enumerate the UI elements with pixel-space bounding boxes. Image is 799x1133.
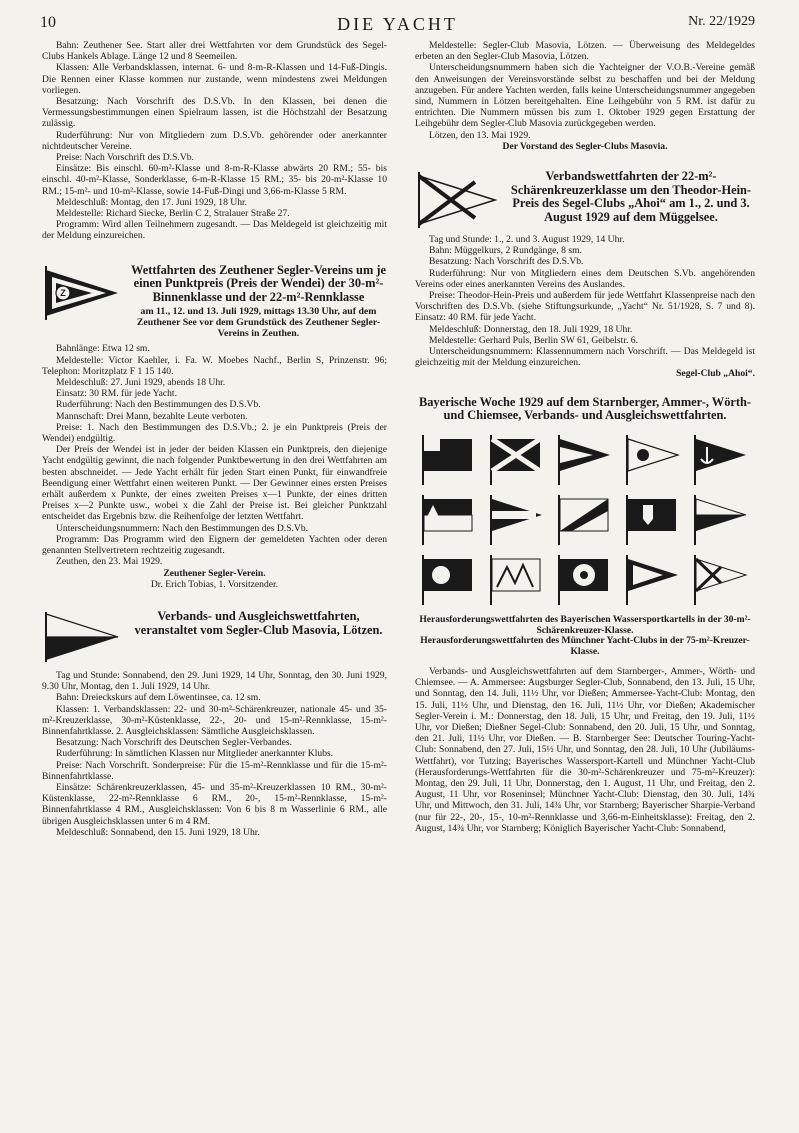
paragraph: Programm: Das Programm wird den Eignern der gemeldeten Yachten oder deren genannten Stellvertretern rechtzeitig zugesandt. <box>42 533 387 557</box>
bayern-caption-2: Herausforderungswettfahrten des Münchner Yacht-Clubs in der 75-m²-Kreuzer-Klasse. <box>420 635 750 658</box>
paragraph: Besatzung: Nach Vorschrift des Deutschen Segler-Verbandes. <box>56 737 293 749</box>
paragraph: Bahn: Müggelkurs, 2 Rundgänge, 8 sm. <box>429 245 582 257</box>
paragraph: Meldestelle: Gerhard Puls, Berlin SW 61, Geibelstr. 6. <box>429 334 638 346</box>
page-number: 10 <box>40 14 56 31</box>
paragraph: Meldeschluß: Donnerstag, den 18. Juli 1929, 18 Uhr. <box>429 323 633 335</box>
club-flag-icon <box>487 493 545 547</box>
paragraph: Unterscheidungsnummern: Nach den Bestimmungen des D.S.Vb. <box>56 522 309 534</box>
loetzen-title: Verbands- und Ausgleichswettfahrten, veranstaltet vom Segler-Club Masovia, Lötzen. <box>134 608 383 637</box>
paragraph: Unterscheidungsnummern: Klassennummern nach Vorschrift. — Das Meldegeld ist gleichzeitig mit der Meldung einzureichen. <box>415 346 755 369</box>
paragraph: Programm: Wird allen Teilnehmern zugesandt. — Das Meldegeld ist gleichzeitig mit der Meldung einzureichen. <box>42 219 387 242</box>
club-flag-icon <box>623 493 681 547</box>
paragraph: Preise: Theodor-Hein-Preis und außerdem für jede Wettfahrt Klassenpreise nach den Vorschriften des D.S.Vb. (siehe Stiftungsurkunde, „Yacht“ Nr. 51/1928, S. 7 und 8). Einsatz: 40 RM. für jede Yacht. <box>415 290 755 324</box>
ahoi-sign: Segel-Club „Ahoi“. <box>676 368 755 380</box>
page-header <box>40 14 755 40</box>
ahoi-burgee-icon <box>415 170 499 230</box>
club-flag-icon <box>623 553 681 607</box>
paragraph: Einsätze: Schärenkreuzerklassen, 45- und 35-m²-Kreuzerklassen 10 RM., 30-m²-Küstenklasse, 22-m²-Rennklasse 6 RM., 20-, 15-m²-Rennklasse, 15-m²-Binnenfahrtklasse 4 RM., Ausgleichsklassen: Von 6 bis 8 m Wasserlinie 6 RM., alle übrigen Ausgleichsklassen unter 6 m 4 RM. <box>42 781 387 827</box>
issue-number: Nr. 22/1929 <box>688 14 755 29</box>
magazine-title: DIE YACHT <box>337 14 458 34</box>
zeuthen-subtitle: am 11., 12. und 13. Juli 1929, mittags 13.30 Uhr, auf dem Zeuthener See vor dem Grundstück des Zeuthener Segler-Vereins in Zeuthen. <box>136 306 381 340</box>
zeuthen-title: Wettfahrten des Zeuthener Segler-Vereins um je einen Punktpreis (Preis der Wendei) der 30-m²-Binnenklasse und der 22-m²-Rennklasse <box>131 262 386 304</box>
paragraph: Meldeschluß: Sonnabend, den 15. Juni 1929, 18 Uhr. <box>56 826 260 838</box>
zeuthen-pennant-icon <box>42 264 122 322</box>
paragraph: Meldestelle: Richard Siecke, Berlin C 2, Stralauer Straße 27. <box>56 208 290 220</box>
paragraph: Zeuthen, den 23. Mai 1929. <box>56 556 163 568</box>
paragraph: Besatzung: Nach Vorschrift des D.S.Vb. <box>429 256 584 268</box>
paragraph: Klassen: Alle Verbandsklassen, internat. 6- und 8-m-R-Klassen und 14-Fuß-Dingis. Die Rennen einer Klasse kommen nur zustande, wenn mindestens zwei Meldungen vorliegen. <box>42 62 387 96</box>
paragraph: Ruderführung: Nach den Bestimmungen des D.S.Vb. <box>56 399 261 411</box>
bayern-title: Bayerische Woche 1929 auf dem Starnberger, Ammer-, Wörth- und Chiemsee, Verbands- und Ausgleichswettfahrten. <box>418 394 752 423</box>
paragraph: Tag und Stunde: Sonnabend, den 29. Juni 1929, 14 Uhr, Sonntag, den 30. Juni 1929, 9.30 Uhr, Montag, den 1. Juli 1929, 14 Uhr. <box>42 669 387 693</box>
paragraph: Mannschaft: Drei Mann, bezahlte Leute verboten. <box>56 410 248 422</box>
paragraph: Bahn: Dreieckskurs auf dem Löwentinsee, ca. 12 sm. <box>56 692 261 704</box>
club-flag-icon <box>419 493 477 547</box>
bayern-caption-1: Herausforderungswettfahrten des Bayerischen Wassersportkartells in der 30-m²-Schärenkreuzer-Klasse. <box>419 613 751 636</box>
right-column <box>415 40 755 834</box>
paragraph: Lötzen, den 13. Mai 1929. <box>429 129 531 141</box>
paragraph: Meldeschluß: Montag, den 17. Juni 1929, 18 Uhr. <box>56 196 248 208</box>
masovia-board-sign: Der Vorstand des Segler-Clubs Masovia. <box>502 140 668 152</box>
paragraph: Unterscheidungsnummern haben sich die Yachteigner der V.O.B.-Vereine gemäß den Anweisungen der Vereinsvorstände selbst zu beschaffen und bei der Meldung anzugeben. Für andere Yachten werden, falls keine Unterscheidungsnummer angegeben sind, Nummern in Lötzen bereitgehalten. Eine Leihgebühr von 5 RM. ist dafür zu entrichten. Die Nummern müssen bis zum 1. Oktober 1929 gegen Erstattung der Leihgebühr dem Segler-Club Masovia zurückgegeben werden. <box>415 62 755 130</box>
paragraph: Einsätze: Bis einschl. 60-m²-Klasse und 8-m-R-Klasse abwärts 20 RM.; 55- bis einschl. 40-m²-Klasse, Sonderklasse, 6-m-R-Klasse 15 RM.; 35- bis 20-m²-Klasse 10 RM.; 15-m²- und 10-m²-Klasse, sowie 14-Fuß-Dingi und 3,66-m-Klasse 5 RM. <box>42 163 387 197</box>
paragraph: Klassen: 1. Verbandsklassen: 22- und 30-m²-Schärenkreuzer, nationale 45- und 35-m²-Kreuzerklasse, 30-m²-Küstenklasse, 22-, 20- und 15-m²-Rennklasse, 15-m²-Binnenfahrtklasse. 2. Ausgleichsklassen: Sämtliche Ausgleichsklassen. <box>42 703 387 737</box>
masovia-pennant-icon <box>42 610 122 664</box>
paragraph: Einsatz: 30 RM. für jede Yacht. <box>56 388 177 400</box>
paragraph: Meldestelle: Victor Kaehler, i. Fa. W. Moebes Nachf., Berlin S, Prinzenstr. 96; Telephon: Moritzplatz F 1 15 140. <box>42 354 387 377</box>
paragraph: Preise: Nach Vorschrift. Sonderpreise: Für die 15-m²-Rennklasse und für die 15-m²-Binnenfahrtklasse. <box>42 759 387 782</box>
paragraph: Bahnlänge: Etwa 12 sm. <box>56 343 150 355</box>
club-flag-icon <box>555 433 613 487</box>
club-flag-icon <box>691 553 749 607</box>
club-flag-icon <box>555 493 613 547</box>
club-flag-icon <box>487 433 545 487</box>
paragraph: Meldeschluß: 27. Juni 1929, abends 18 Uhr. <box>56 377 226 389</box>
club-flag-icon <box>419 553 477 607</box>
paragraph: Besatzung: Nach Vorschrift des D.S.Vb. In den Klassen, bei denen die Vermessungsbestimmungen einen Spielraum lassen, ist die Höchstzahl der Besatzung zulässig. <box>42 96 387 130</box>
bayern-text: Verbands- und Ausgleichswettfahrten auf dem Starnberger-, Ammer-, Wörth- und Chiemsee. — A. Ammersee: Augsburger Segler-Club, Sonnabend, den 13. Juli, 15 Uhr, und Sonntag, den 14. Juli, 11½ Uhr, vor Dießen; Ammersee-Yacht-Club: Montag, den 15. Juli, 11½ Uhr, und Dienstag, den 16. Juli, 11½ Uhr, vor Dießen; Akademischer Segler-Verein i. M.: Donnerstag, den 18. Juli, 15 Uhr, und Freitag, den 19. Juli, 11½ Uhr, vor Dießen; Dießner Segel-Club: Sonnabend, den 20. Juli, 15 Uhr, und Sonntag, den 21. Juli, 11½ Uhr, vor Dießen. — B. Starnberger See: Deutscher Touring-Yacht-Club: Sonnabend, den 27. Juli, 15½ Uhr, und Sonntag, den 28. Juli, 10 Uhr (Jubiläums-Wettfahrt), vor Tutzing; Bayerisches Wassersport-Kartell und Münchner Yacht-Club (Herausforderungs-Wettfahrten für die 30-m²-Schärenkreuzer und 75-m²-Kreuzer): Montag, den 29. Juli, 11 Uhr, Donnerstag, den 1. August, 11 Uhr, und Freitag, den 2. August, 11 Uhr, vor Roseninsel; Münchner Yacht-Club: Dienstag, den 30. Juli, 14¾ Uhr, und Mittwoch, den 31. Juli, 14¾ Uhr, vor Starnberg; Bayerischer Sharpie-Verband (nur für 22-, 20-, 15-, 10-m²-Rennklasse und 3,66-m-Einheitsklasse): Freitag, den 2. August, 14¾ Uhr, vor Starnberg; Königlich Bayerischer Yacht-Club: Sonnabend, <box>415 666 755 834</box>
zeuthen-org: Zeuthener Segler-Verein. <box>163 567 266 579</box>
paragraph: Ruderführung: Nur von Mitgliedern zum D.S.Vb. gehörender oder anerkannter nichtdeutscher Vereine. <box>42 129 387 152</box>
paragraph: Meldestelle: Segler-Club Masovia, Lötzen. — Überweisung des Meldegeldes erbeten an den Segler-Club Masovia, Lötzen. <box>415 40 755 63</box>
ahoi-title: Verbandswettfahrten der 22-m²-Schärenkreuzerklasse um den Theodor-Hein-Preis des Segel-Clubs „Ahoi“ am 1., 2. und 3. August 1929 auf dem Müggelsee. <box>510 169 752 224</box>
club-flag-icon <box>691 493 749 547</box>
paragraph: Ruderführung: Nur von Mitgliedern eines dem Deutschen S.Vb. angehörenden Vereins oder eines anerkannten Vereins des Auslandes. <box>415 267 755 290</box>
svg-text:Z: Z <box>60 287 66 298</box>
paragraph: Preise: 1. Nach den Bestimmungen des D.S.Vb.; 2. je ein Punktpreis (Preis der Wendei) endgültig. <box>42 421 387 445</box>
club-flag-icon <box>487 553 545 607</box>
paragraph: Bahn: Zeuthener See. Start aller drei Wettfahrten vor dem Grundstück des Segel-Clubs Hankels Ablage. Länge 12 und 8 Seemeilen. <box>42 40 387 63</box>
left-column <box>42 40 387 838</box>
club-flag-grid <box>419 433 751 607</box>
club-flag-icon <box>419 433 477 487</box>
loetzen-section-header <box>42 610 387 664</box>
paragraph: Ruderführung: In sämtlichen Klassen nur Mitglieder anerkannter Klubs. <box>56 748 334 760</box>
club-flag-icon <box>691 433 749 487</box>
club-flag-icon <box>555 553 613 607</box>
zeuthen-signer: Dr. Erich Tobias, 1. Vorsitzender. <box>150 578 279 590</box>
zeuthen-section-header <box>42 264 387 340</box>
paragraph: Tag und Stunde: 1., 2. und 3. August 1929, 14 Uhr. <box>429 234 625 246</box>
ahoi-section-header <box>415 170 755 230</box>
club-flag-icon <box>623 433 681 487</box>
paragraph: Preise: Nach Vorschrift des D.S.Vb. <box>56 152 194 164</box>
paragraph: Der Preis der Wendei ist in jeder der beiden Klassen ein Punktpreis, den diejenige Yacht endgültig gewinnt, die nach folgender Punktbewertung in den drei Wettfahrten am besten abschneidet. — Jede Yacht erhält für jeden Start einen Punkt, für einwandfreie Beendigung einer Wettfahrt einen weiteren Punkt. — Der Gewinner eines ersten Preises erhält außerdem x Punkte, der eines zweiten Preises x—1 Punkte, der eines dritten Preises x—2 Punkte usw., wobei x die Zahl der Preise ist. Bei gleicher Punktzahl entscheidet das Ergebnis bzw. die Reihenfolge der letzten Wettfahrt. <box>42 444 387 523</box>
